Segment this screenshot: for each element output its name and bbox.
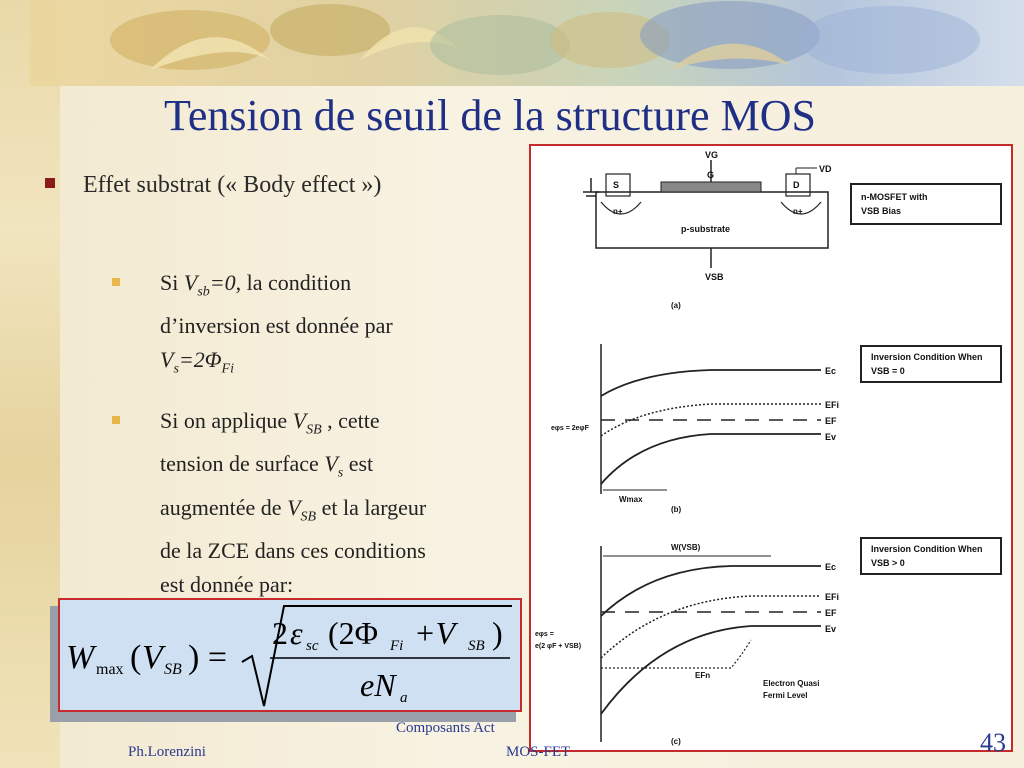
label-VD: VD [819,164,832,174]
formula-paren-open: ( [130,639,142,676]
sub-bullet-square-icon [112,278,120,286]
box-c-line2: VSB > 0 [871,558,905,568]
sub-bullet-2-line4: de la ZCE dans ces conditions [160,538,426,564]
label-EFn: EFn [695,671,711,680]
formula-box [58,598,522,712]
formula-equation [60,600,520,710]
box-b-line2: VSB = 0 [871,366,905,376]
formula-Fi: Fi [390,638,404,654]
label-D: D [793,180,800,190]
label-n-plus-drain: n+ [793,207,803,216]
label-W-VSB: W(VSB) [671,543,701,552]
formula-W: W [66,639,95,676]
formula-sc: sc [306,638,319,654]
formula-SB2: SB [468,638,485,654]
formula-plusV: +V [414,615,456,651]
formula-paren-close-eq: ) = [188,639,227,676]
caption-b: (b) [671,505,682,514]
label-Ec-c: Ec [825,562,837,572]
slide-title: Tension de seuil de la structure MOS [164,91,816,140]
label-EFi-b: EFi [825,400,840,410]
box-a-line2: VSB Bias [861,206,902,216]
formula-num-2: 2 [272,615,288,651]
label-p-substrate: p-substrate [681,224,731,234]
formula-paren-close: ) [492,615,503,651]
label-Ec-b: Ec [825,366,837,376]
label-EFi-c: EFi [825,592,840,602]
sub-bullet-1-line2: d’inversion est donnée par [160,313,393,339]
footer-course-line2: MOS-FET [506,744,571,760]
decorative-banner [30,0,1024,86]
sub-bullet-2-line5: est donnée par: [160,572,294,598]
sub-bullet-1-line3: $V_s=2\Phi_{Fi}$ [160,347,234,377]
label-phi-c1: eφs = [535,631,554,638]
sub-bullet-2-line1: Si on applique $V_{SB}$ , cette [160,408,380,438]
page-number: 43 [980,728,1006,757]
mos-band-diagram-figure [529,144,1013,752]
label-phi-b: eφs = 2eφF [551,425,589,432]
label-wmax: Wmax [619,495,643,504]
label-quasi2: Fermi Level [763,691,808,700]
sub-bullet-1 [112,266,393,387]
formula-phi: (2Φ [328,615,379,651]
label-quasi1: Electron Quasi [763,679,820,688]
sub-bullet-square-icon [112,416,120,424]
caption-c: (c) [671,737,681,746]
box-a-line1: n-MOSFET with [861,192,928,202]
footer-author: Ph.Lorenzini [128,744,206,760]
box-b-line1: Inversion Condition When [871,352,983,362]
label-VG: VG [705,150,719,160]
label-EF-c: EF [825,608,837,618]
label-VSB: VSB [705,272,724,282]
box-c-line1: Inversion Condition When [871,544,983,554]
main-bullet-text: Effet substrat (« Body effect ») [83,172,382,198]
label-G: G [707,170,715,180]
main-bullet [45,172,381,199]
sub-bullet-2-line3: augmentée de $V_{SB}$ et la largeur [160,494,427,525]
formula-SB: SB [164,661,182,678]
figure-svg [531,146,1011,750]
formula-eps: ε [290,615,303,651]
label-Ev-c: Ev [825,624,837,634]
label-Ev-b: Ev [825,432,837,442]
footer-course-line1: Composants Act [396,720,495,736]
formula-max: max [96,661,124,678]
label-S: S [613,180,620,190]
formula-eN: eN [360,667,396,703]
sub-bullet-2 [112,404,426,602]
bullet-square-icon [45,178,55,188]
label-phi-c2: e(2 φF + VSB) [535,643,582,650]
formula-V: V [142,639,163,676]
caption-a: (a) [671,301,681,310]
sub-bullet-1-line1: Si $V_{sb}=0$, la condition [160,270,352,300]
label-EF-b: EF [825,416,837,426]
label-n-plus-source: n+ [613,207,623,216]
sub-bullet-2-line2: tension de surface $V_s$ est [160,451,374,481]
formula-a: a [400,690,408,706]
